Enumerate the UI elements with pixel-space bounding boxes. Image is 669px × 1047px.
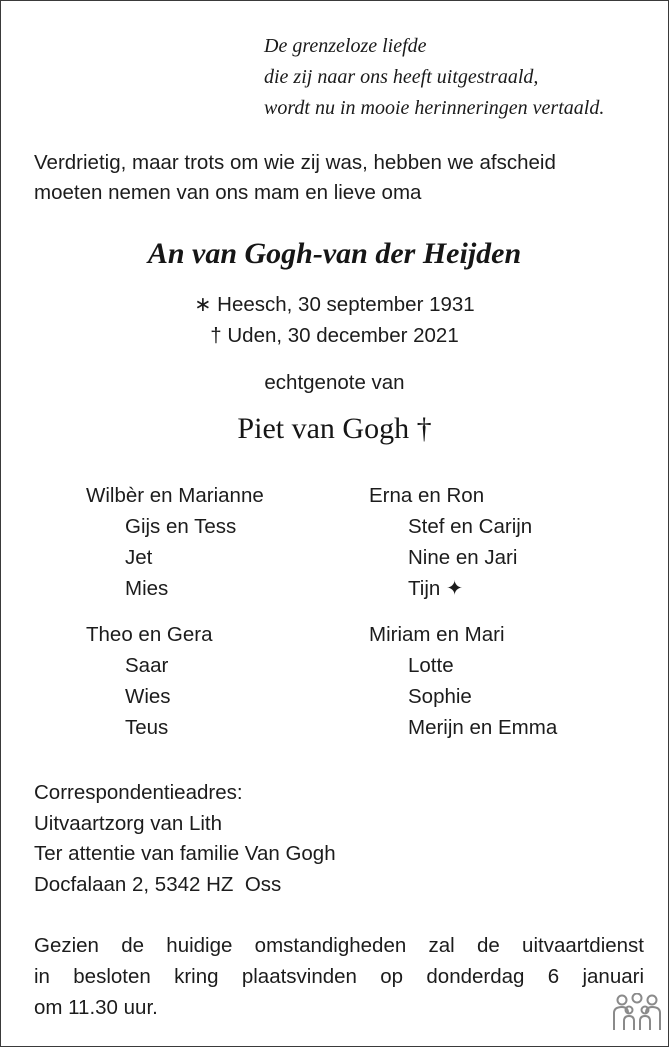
correspondence-address [34, 778, 336, 900]
death-date: † Uden, 30 december 2021 [210, 324, 459, 347]
address-line: Docfalaan 2, 5342 HZ Oss [34, 872, 282, 896]
grandchild: Wies [125, 685, 171, 708]
grandchild: Mies [125, 577, 169, 600]
intro-line: moeten nemen van ons mam en lieve oma [34, 181, 422, 204]
intro-line: Verdrietig, maar trots om wie zij was, hebben we afscheid [34, 151, 556, 174]
funeral-notice [34, 930, 644, 1023]
family-group [369, 619, 557, 743]
notice-line: in besloten kring plaatsvinden op donderdag 6 januari [34, 965, 644, 988]
grandchild: Gijs en Tess [125, 515, 237, 538]
address-line: Ter attentie van familie Van Gogh [34, 842, 336, 865]
notice-line: Gezien de huidige omstandigheden zal de uitvaartdienst [34, 934, 644, 957]
grandchild: Stef en Carijn [408, 515, 533, 538]
family-group [86, 619, 213, 743]
family-head: Erna en Ron [369, 484, 485, 507]
poem-line: wordt nu in mooie herinneringen vertaald. [264, 97, 605, 119]
address-line: Uitvaartzorg van Lith [34, 811, 223, 835]
grandchild: Lotte [408, 654, 454, 677]
birth-date: ∗ Heesch, 30 september 1931 [194, 293, 475, 316]
family-head: Wilbèr en Marianne [86, 484, 264, 507]
poem [264, 31, 604, 124]
poem-line: De grenzeloze liefde [264, 35, 427, 57]
family-head: Miriam en Mari [369, 623, 505, 646]
grandchild: Saar [125, 654, 169, 677]
family-group [369, 480, 532, 604]
family-group [86, 480, 264, 604]
spouse-label: echtgenote van [264, 371, 405, 394]
family-head: Theo en Gera [86, 623, 213, 646]
family-people-icon [611, 993, 663, 1033]
deceased-name: An van Gogh-van der Heijden [147, 237, 522, 270]
notice-line: om 11.30 uur. [34, 996, 158, 1019]
spouse-name: Piet van Gogh † [237, 412, 432, 445]
grandchild: Nine en Jari [408, 546, 518, 569]
correspondence-title: Correspondentieadres: [34, 781, 243, 804]
intro-text [34, 148, 644, 208]
grandchild: Teus [125, 716, 169, 739]
grandchild: Merijn en Emma [408, 716, 558, 739]
grandchild: Sophie [408, 685, 472, 708]
grandchild: Jet [125, 546, 153, 569]
life-dates [1, 289, 668, 351]
poem-line: die zij naar ons heeft uitgestraald, [264, 66, 539, 88]
grandchild: Tijn ✦ [408, 577, 464, 600]
